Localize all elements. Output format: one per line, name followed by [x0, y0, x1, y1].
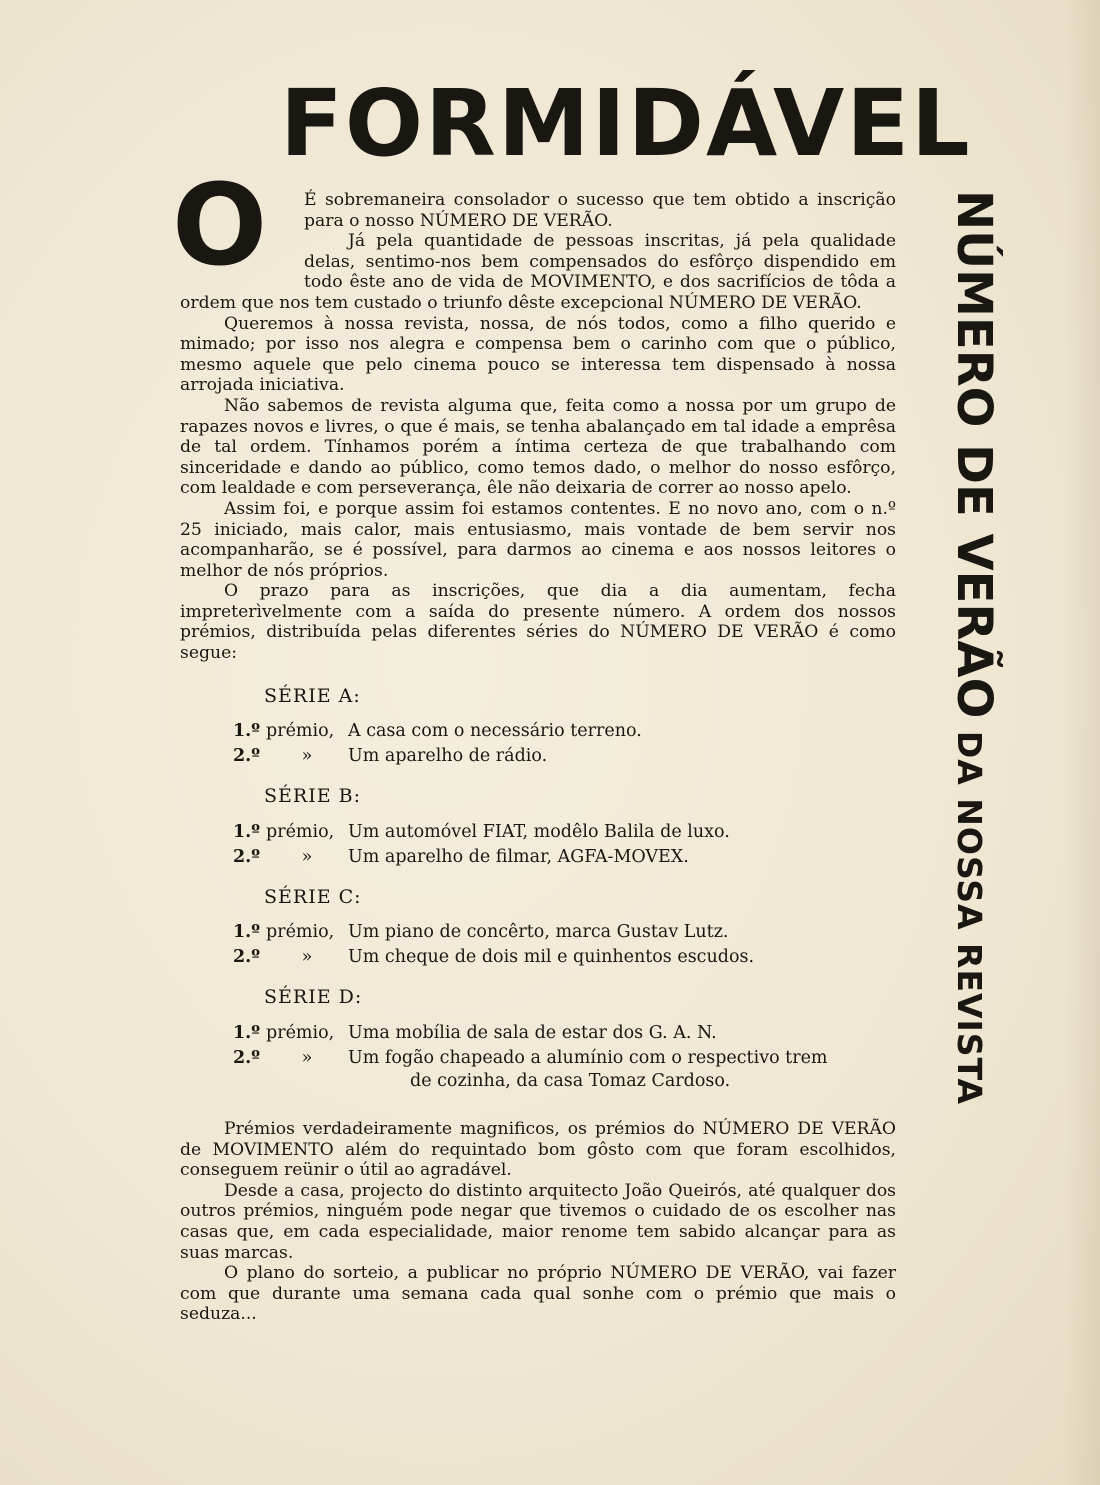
prize-description: Um aparelho de filmar, AGFA-MOVEX. [348, 846, 689, 867]
paragraph-4: Não sabemos de revista alguma que, feita como a nossa por um grupo de rapazes novos e livres, o que é mais, se tenha abalançado em tal idade a emprêsa de tal ordem. Tínhamos porém a íntima certeza de que trabalhando com sinceridade e dando ao público, como temos dado, o melhor do nosso esfôrço, com lealdade e com perseverança, êle não deixaria de correr ao nosso apelo. [180, 395, 896, 499]
ditto-mark: » [301, 1048, 313, 1069]
closing-section [180, 1119, 896, 1325]
series-title: SÉRIE B: [264, 785, 361, 808]
paragraph-1: É sobremaneira consolador o sucesso que tem obtido a inscrição para o nosso NÚMERO DE VERÃO. [304, 190, 896, 231]
ditto-mark: » [301, 846, 313, 867]
prize-number: 1.º [232, 1023, 260, 1044]
prize-label: prémio, [266, 821, 335, 842]
prize-description: A casa com o necessário terreno. [348, 721, 642, 742]
article-body [180, 190, 896, 1325]
paragraph-5: Assim foi, e porque assim foi estamos contentes. E no novo ano, com o n.º 25 iniciado, mais calor, mais entusiasmo, mais vontade de bem servir nos acompanharão, se é possível, para darmos ao cinema e aos nossos leitores o melhor de nós próprios. [180, 498, 896, 581]
series-d [180, 987, 896, 1093]
paragraph-6: O prazo para as inscrições, que dia a dia aumentam, fecha impreterìvelmente com a saída do presente número. A ordem dos nossos prémios, distribuída pelas diferentes séries do NÚMERO DE VERÃO é como segue: [180, 581, 896, 664]
series-a [180, 686, 896, 769]
ditto-mark: » [301, 947, 313, 968]
vertical-title-text [933, 190, 1004, 1105]
prize-description-line: Um fogão chapeado a alumínio com o respectivo trem [348, 1048, 828, 1069]
prize-row [180, 1022, 896, 1045]
prize-number: 1.º [232, 922, 260, 943]
side-title-rest: DA NOSSA REVISTA [950, 718, 989, 1106]
closing-paragraph-2: Desde a casa, projecto do distinto arquitecto João Queirós, até qualquer dos outros prémios, ninguém pode negar que tivemos o cuidado de os escolher nas casas que, em cada especialidade, maior renome tem sabido alcançar para as suas marcas. [180, 1180, 896, 1263]
prize-number: 2.º [232, 846, 260, 867]
prize-number: 2.º [232, 947, 260, 968]
prize-row [180, 921, 896, 944]
prize-number: 2.º [232, 1048, 260, 1069]
prize-row [180, 720, 896, 743]
prize-description [348, 1047, 896, 1093]
prize-row [180, 745, 896, 768]
prize-row [180, 846, 896, 869]
prize-label: prémio, [266, 721, 335, 742]
vertical-side-title [944, 190, 1004, 1300]
prize-row [180, 946, 896, 969]
series-title: SÉRIE A: [264, 684, 361, 707]
drop-cap-space [180, 190, 304, 274]
prize-description: Um piano de concêrto, marca Gustav Lutz. [348, 922, 729, 943]
drop-cap: O [172, 161, 268, 291]
page-edge-shadow [1066, 0, 1100, 1485]
prize-description-continuation: de cozinha, da casa Tomaz Cardoso. [410, 1071, 731, 1092]
prize-description: Um aparelho de rádio. [348, 746, 548, 767]
prize-description: Um automóvel FIAT, modêlo Balila de luxo. [348, 821, 730, 842]
paragraph-3: Queremos à nossa revista, nossa, de nós todos, como a filho querido e mimado; por isso nos alegra e compensa bem o carinho com que o público, mesmo aquele que pelo cinema pouco se interessa tem dispensado à nossa arrojada iniciativa. [180, 313, 896, 396]
side-title-main: NÚMERO DE VERÃO [946, 190, 1002, 719]
headline: FORMIDÁVEL [280, 70, 972, 177]
closing-paragraph-3: O plano do sorteio, a publicar no próprio NÚMERO DE VERÃO, vai fazer com que durante uma semana cada qual sonhe com o prémio que mais o seduza... [180, 1263, 896, 1325]
prize-number: 1.º [232, 721, 260, 742]
series-b [180, 786, 896, 869]
prize-row [180, 821, 896, 844]
prize-label: prémio, [266, 1023, 335, 1044]
prize-number: 1.º [232, 821, 260, 842]
prize-row [180, 1047, 896, 1093]
ditto-mark: » [301, 746, 313, 767]
series-c [180, 887, 896, 970]
prize-series-list [180, 686, 896, 1093]
prize-description: Uma mobília de sala de estar dos G. A. N. [348, 1023, 717, 1044]
series-title: SÉRIE C: [264, 885, 362, 908]
prize-description: Um cheque de dois mil e quinhentos escudos. [348, 947, 755, 968]
paragraph-2: Já pela quantidade de pessoas inscritas, já pela qualidade delas, sentimo-nos bem compensados do esfôrço dispendido em todo êste ano de vida de MOVIMENTO, e dos sacrifícios de tôda a ordem que nos tem custado o triunfo dêste excepcional NÚMERO DE VERÃO. [180, 231, 896, 313]
series-title: SÉRIE D: [264, 986, 363, 1009]
prize-label: prémio, [266, 922, 335, 943]
closing-paragraph-1: Prémios verdadeiramente magnificos, os prémios do NÚMERO DE VERÃO de MOVIMENTO além do requintado bom gôsto com que foram escolhidos, conseguem reünir o útil ao agradável. [180, 1119, 896, 1181]
prize-number: 2.º [232, 746, 260, 767]
